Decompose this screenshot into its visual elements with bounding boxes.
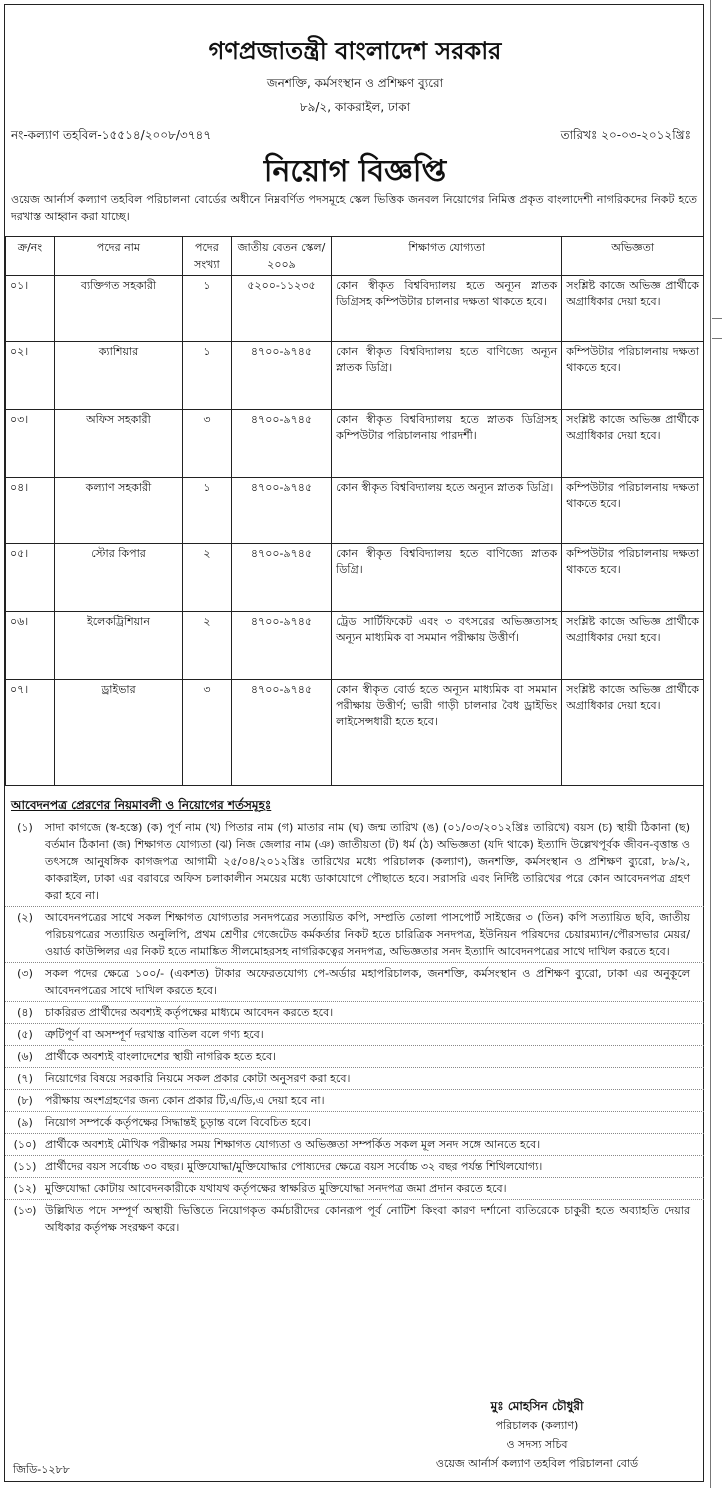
cell-count: ৩ [182,410,231,478]
notice-page [4,4,704,1482]
condition-text: আবেদনপত্রের সাথে সকল শিক্ষাগত যোগ্যতার সনদপত্রের সত্যায়িত কপি, সম্প্রতি তোলা পাসপোর্ট সাইজের ৩ (তিন) কপি সত্যায়িত ছবি, জাতীয় পরিচয়পত্রের সত্যায়িত অনুলিপি, প্রথম শ্রেণীর গেজেটেড কর্মকর্তার নিকট হতে চারিত্রিক সনদপত্র, ইউনিয়ন পরিষদের চেয়ারম্যান/পৌরসভার মেয়র/ওয়ার্ড কাউন্সিলর এর নিকট হতে নামাঙ্কিত সীলমোহরসহ নাগরিকত্বের সনদপত্র, অভিজ্ঞতার সনদ ইত্যাদি আবেদনপত্রের সাথে দাখিল করতে হবে। [45,911,690,958]
table-row [6,276,704,342]
col-header-post: পদের নাম [55,237,183,276]
cell-education: ট্রেড সার্টিফিকেট এবং ৩ বৎসরের অভিজ্ঞতাসহ অন্যূন মাধ্যমিক বা সমমান পরীক্ষায় উত্তীর্ণ। [332,612,562,680]
condition-item [5,1002,704,1024]
condition-number: (১৩) [13,1204,37,1217]
cell-serial: ০৬। [6,612,55,680]
condition-text: নিয়োগ সম্পর্কে কর্তৃপক্ষের সিদ্ধান্তই চূড়ান্ত বলে বিবেচিত হবে। [45,1116,312,1129]
condition-number: (১০) [13,1138,37,1151]
cell-serial: ০৪। [6,478,55,544]
condition-number: (১১) [13,1160,37,1173]
cell-count: ১ [182,478,231,544]
cell-post: কল্যাণ সহকারী [55,478,183,544]
posts-table [5,236,704,786]
cell-education: কোন স্বীকৃত বিশ্ববিদ্যালয় হতে বাণিজ্যে স্নাতক ডিগ্রি। [332,544,562,612]
signature-block [407,1397,667,1473]
cell-education: কোন স্বীকৃত বিশ্ববিদ্যালয় হতে অন্যূন স্নাতক ডিগ্রিসহ কম্পিউটার চালনার দক্ষতা থাকতে হবে। [332,276,562,342]
signatory-name: মুঃ মোহসিন চৌধুরী [490,1399,584,1413]
col-header-scale: জাতীয় বেতন স্কেল/২০০৯ [231,237,331,276]
condition-item [5,1090,704,1112]
condition-text: প্রার্থীদের বয়স সর্বোচ্চ ৩০ বছর। মুক্তিযোদ্ধা/মুক্তিযোদ্ধার পোষ্যদের ক্ষেত্রে বয়স সর্বোচ্চ ৩২ বছর পর্যন্ত শিথিলযোগ্য। [45,1160,543,1173]
condition-number: (৬) [17,1050,33,1063]
condition-number: (৯) [17,1116,33,1129]
condition-item [5,1024,704,1046]
cell-count: ২ [182,544,231,612]
condition-text: সকল পদের ক্ষেত্রে ১০০/- (একশত) টাকার অফেরতযোগ্য পে-অর্ডার মহাপরিচালক, জনশক্তি, কর্মসংস্থান ও প্রশিক্ষণ ব্যুরো, ঢাকা এর অনুকূলে আবেদনপত্রের সাথে দাখিল করতে হবে। [45,967,690,997]
condition-item [5,1200,704,1238]
office-name: জনশক্তি, কর্মসংস্থান ও প্রশিক্ষণ ব্যুরো [266,76,444,90]
table-header-row [6,237,704,276]
condition-number: (৭) [17,1072,33,1085]
condition-text: সাদা কাগজে (স্ব-হস্তে) (ক) পূর্ণ নাম (খ) পিতার নাম (গ) মাতার নাম (ঘ) জন্ম তারিখ (ঙ) (০১/০৩/২০১২খ্রিঃ তারিখে) বয়স (চ) স্থায়ী ঠিকানা (ছ) বর্তমান ঠিকানা (জ) শিক্ষাগত যোগ্যতা (ঝ) নিজ জেলার নাম (ঞ) জাতীয়তা (ট) ধর্ম (ঠ) অভিজ্ঞতা (যদি থাকে) ইত্যাদি উল্লেখপূর্বক জীবন-বৃত্তান্ত ও তৎসঙ্গে আনুষঙ্গিক কাগজপত্র আগামী ২৫/০৪/২০১২খ্রিঃ তারিখের মধ্যে পরিচালক (কল্যাণ), জনশক্তি, কর্মসংস্থান ও প্রশিক্ষণ ব্যুরো, ৮৯/২, কাকরাইল, ঢাকা এর বরাবরে অফিস চলাকালীন সময়ের মধ্যে ডাকাযোগে পৌছাতে হবে। সরাসরি এবং নির্দিষ্ট তারিখের পরে কোন আবেদনপত্র গ্রহণ করা হবে না। [45,821,690,902]
cell-experience: সংশ্লিষ্ট কাজে অভিজ্ঞ প্রার্থীকে অগ্রাধিকার দেয়া হবে। [562,410,704,478]
col-header-serial: ক্র/নং [6,237,55,276]
condition-number: (৩) [17,967,33,980]
cell-count: ১ [182,342,231,410]
notice-title: নিয়োগ বিজ্ঞপ্তি [263,154,447,189]
condition-number: (১২) [13,1182,37,1195]
condition-item [5,817,704,907]
cell-experience: কম্পিউটার পরিচালনায় দক্ষতা থাকতে হবে। [562,544,704,612]
table-row [6,544,704,612]
notice-date: তারিখঃ ২০-০৩-২০১২খ্রিঃ [560,128,691,142]
condition-text: মুক্তিযোদ্ধা কোটায় আবেদনকারীকে যথাযথ কর্তৃপক্ষের স্বাক্ষরিত মুক্তিযোদ্ধা সনদপত্র জমা প্রদান করতে হবে। [45,1182,507,1195]
cell-experience: কম্পিউটার পরিচালনায় দক্ষতা থাকতে হবে। [562,342,704,410]
condition-text: প্রার্থীকে অবশ্যই বাংলাদেশের স্থায়ী নাগরিক হতে হবে। [45,1050,277,1063]
condition-text: উল্লিখিত পদে সম্পূর্ণ অস্থায়ী ভিত্তিতে নিয়োগকৃত কর্মচারীদের কোনরূপ পূর্ব নোটিশ কিংবা কারণ দর্শানো ব্যতিরেকে চাকুরী হতে অব্যাহতি দেয়ার অধিকার কর্তৃপক্ষ সংরক্ষণ করে। [45,1204,690,1234]
cell-post: অফিস সহকারী [55,410,183,478]
cell-scale: ৪৭০০-৯৭৪৫ [231,410,331,478]
conditions-heading: আবেদনপত্র প্রেরণের নিয়মাবলী ও নিয়োগের শর্তসমূহঃ [11,798,272,812]
condition-text: ত্রুটিপূর্ণ বা অসম্পূর্ণ দরখাস্ত বাতিল বলে গণ্য হবে। [45,1028,264,1041]
table-row [6,680,704,786]
condition-number: (৫) [17,1028,33,1041]
cell-scale: ৪৭০০-৯৭৪৫ [231,342,331,410]
gd-number: জিডি-১২৮৮ [13,1463,70,1476]
cell-education: কোন স্বীকৃত বিশ্ববিদ্যালয় হতে অন্যূন স্নাতক ডিগ্রি। [332,478,562,544]
condition-item [5,907,704,963]
signatory-organization: ওয়েজ আর্নার্স কল্যাণ তহবিল পরিচালনা বোর্ড [435,1457,639,1470]
col-header-experience: অভিজ্ঞতা [562,237,704,276]
condition-number: (৪) [17,1006,33,1019]
table-row [6,612,704,680]
cell-post: ইলেকট্রিশিয়ান [55,612,183,680]
condition-text: নিয়োগের বিষয়ে সরকারি নিয়মে সকল প্রকার কোটা অনুসরণ করা হবে। [45,1072,351,1085]
memo-number: নং-কল্যাণ তহবিল-১৫৫১৪/২০০৮/৩৭৪৭ [11,128,212,142]
cell-education: কোন স্বীকৃত বিশ্ববিদ্যালয় হতে স্নাতক ডিগ্রিসহ কম্পিউটার পরিচালনায় পারদর্শী। [332,410,562,478]
condition-item [5,1134,704,1156]
cell-scale: ৫২০০-১১২৩৫ [231,276,331,342]
office-address: ৮৯/২, কাকরাইল, ঢাকা [299,100,411,114]
cell-post: ব্যক্তিগত সহকারী [55,276,183,342]
condition-item [5,1046,704,1068]
col-header-count: পদের সংখ্যা [182,237,231,276]
intro-paragraph: ওয়েজ আর্নার্স কল্যাণ তহবিল পরিচালনা বোর্ডের অধীনে নিম্নবর্ণিত পদসমূহে স্কেল ভিত্তিক জনবল নিয়োগের নিমিত্ত প্রকৃত বাংলাদেশী নাগরিকদের নিকট হতে দরখাস্ত আহ্বান করা যাচ্ছে। [11,193,697,223]
col-header-education: শিক্ষাগত যোগ্যতা [332,237,562,276]
table-row [6,342,704,410]
cell-scale: ৪৭০০-৯৭৪৫ [231,680,331,786]
condition-number: (৮) [17,1094,33,1107]
cell-serial: ০৫। [6,544,55,612]
cell-post: ক্যাশিয়ার [55,342,183,410]
cell-post: স্টোর কিপার [55,544,183,612]
page-edge-rule [710,0,711,1488]
signatory-role: ও সদস্য সচিব [506,1438,568,1451]
cell-serial: ০৭। [6,680,55,786]
edge-mark [712,318,722,319]
cell-serial: ০২। [6,342,55,410]
cell-education: কোন স্বীকৃত বোর্ড হতে অন্যূন মাধ্যমিক বা সমমান পরীক্ষায় উত্তীর্ণ; ভারী গাড়ী চালনার বৈধ ড্রাইভিং লাইসেন্সধারী হতে হবে। [332,680,562,786]
edge-mark [712,338,722,339]
cell-experience: সংশ্লিষ্ট কাজে অভিজ্ঞ প্রার্থীকে অগ্রাধিকার দেয়া হবে। [562,680,704,786]
conditions-list [5,817,704,1238]
condition-text: চাকরিরত প্রার্থীদের অবশ্যই কর্তৃপক্ষের মাধ্যমে আবেদন করতে হবে। [45,1006,334,1019]
cell-scale: ৪৭০০-৯৭৪৫ [231,478,331,544]
condition-number: (২) [17,911,33,924]
table-row [6,478,704,544]
cell-scale: ৪৭০০-৯৭৪৫ [231,612,331,680]
cell-serial: ০১। [6,276,55,342]
cell-experience: সংশ্লিষ্ট কাজে অভিজ্ঞ প্রার্থীকে অগ্রাধিকার দেয়া হবে। [562,612,704,680]
condition-text: প্রার্থীকে অবশ্যই মৌখিক পরীক্ষার সময় শিক্ষাগত যোগ্যতা ও অভিজ্ঞতা সম্পর্কিত সকল মূল সনদ সঙ্গে আনতে হবে। [45,1138,541,1151]
cell-count: ১ [182,276,231,342]
signatory-designation: পরিচালক (কল্যাণ) [495,1419,579,1432]
condition-number: (১) [17,821,33,834]
cell-scale: ৪৭০০-৯৭৪৫ [231,544,331,612]
cell-experience: সংশ্লিষ্ট কাজে অভিজ্ঞ প্রার্থীকে অগ্রাধিকার দেয়া হবে। [562,276,704,342]
condition-item [5,1156,704,1178]
table-row [6,410,704,478]
government-title: গণপ্রজাতন্ত্রী বাংলাদেশ সরকার [208,36,502,65]
condition-item [5,1112,704,1134]
cell-count: ২ [182,612,231,680]
cell-education: কোন স্বীকৃত বিশ্ববিদ্যালয় হতে বাণিজ্যে অন্যূন স্নাতক ডিগ্রি। [332,342,562,410]
condition-item [5,1068,704,1090]
cell-post: ড্রাইভার [55,680,183,786]
condition-text: পরীক্ষায় অংশগ্রহণের জন্য কোন প্রকার টি,এ/ডি,এ দেয়া হবে না। [45,1094,325,1107]
cell-serial: ০৩। [6,410,55,478]
condition-item [5,1178,704,1200]
condition-item [5,963,704,1002]
cell-experience: কম্পিউটার পরিচালনায় দক্ষতা থাকতে হবে। [562,478,704,544]
cell-count: ৩ [182,680,231,786]
